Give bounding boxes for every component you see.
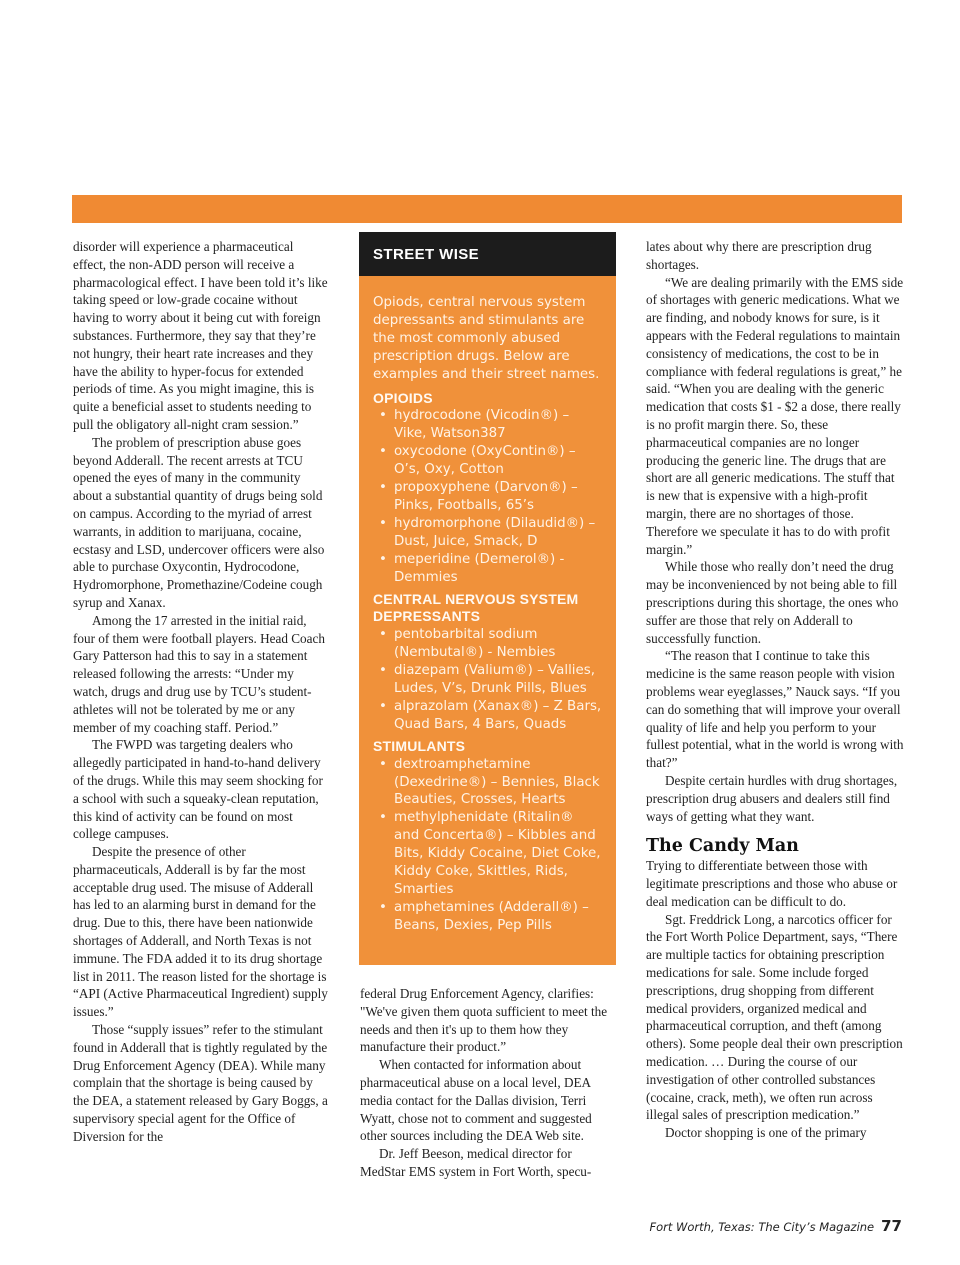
stimulants-list <box>373 756 602 935</box>
page-number: 77 <box>881 1217 902 1235</box>
paragraph: “The reason that I continue to take this medicine is the same reason people with vision problems wear eyeglasses,” Nauck says. “If you can do something that will improve your overall quality of life and help you perform to your fullest potential, what in the world is wrong with that?” <box>646 648 904 771</box>
paragraph: disorder will experience a pharmaceutical effect, the non-ADD person will receive a pharmacological effect. I have been told it’s like taking speed or low-grade cocaine without having to worry about it being cut with foreign substances. Furthermore, they say that they’re not hungry, their heart rate increases and they have the ability to hyper-focus for extended periods of time. As you might imagine, this is quite a beneficial asset to students needing to pull the obligatory all-night cram session.” <box>73 239 328 432</box>
list-item: • oxycodone (OxyContin®) – O’s, Oxy, Cotton <box>373 443 602 479</box>
paragraph: Despite certain hurdles with drug shortages, prescription drug abusers and dealers still find ways of getting what they want. <box>646 772 898 824</box>
magazine-name: Fort Worth, Texas: The City’s Magazine <box>649 1220 875 1234</box>
opioids-list <box>373 407 602 586</box>
sidebar-title: STREET WISE <box>373 245 480 263</box>
sidebar-body <box>359 276 616 935</box>
paragraph: The FWPD was targeting dealers who allegedly participated in hand-to-hand delivery of the drugs. While this may seem shocking for a school with such a squeaky-clean reputation, this kind of activity can be found on most college campuses. <box>73 737 323 842</box>
article-column-3 <box>646 238 906 1142</box>
page-footer <box>649 1217 902 1235</box>
paragraph: federal Drug Enforcement Agency, clarifies: "We've given them quota sufficient to meet the needs and then it's up to them how they manufacture their product.” <box>360 986 608 1055</box>
paragraph: Among the 17 arrested in the initial raid, four of them were football players. Head Coach Gary Patterson had this to say in a statement released following the arrests: “Under my watch, drugs and drug use by TCU’s student-athletes will not be tolerated by me or any member of my coaching staff. Period.” <box>73 612 325 735</box>
paragraph: Trying to differentiate between those with legitimate prescriptions and those who abuse or deal medication can be difficult to do. <box>646 858 898 909</box>
paragraph: While those who really don’t need the drug may be inconvenienced by not being able to fill prescriptions during this shortage, the ones who suffer are those that rely on Adderall to successfully function. <box>646 559 899 646</box>
sidebar-header <box>359 232 616 276</box>
list-item: • hydrocodone (Vicodin®) – Vike, Watson387 <box>373 407 602 443</box>
article-column-2 <box>360 985 616 1181</box>
paragraph: “We are dealing primarily with the EMS side of shortages with generic medications. What we are finding, and nobody knows for sure, is it appears with the Federal regulations to maintain consistency of medications, the cost to be in compliance with federal regulations is great,” he said. “When you are dealing with the generic medication that costs $1 - $2 a dose, there really is no profit margin there. So, these pharmaceutical companies are no longer producing the generic line. The drugs that are short are all generic medications. The stuff that is new that is expensive with a high-profit margin, there are no shortages of those. Therefore we speculate it has to do with profit margin.” <box>646 274 904 557</box>
paragraph: lates about why there are prescription drug shortages. <box>646 239 872 272</box>
category-stimulants: STIMULANTS <box>373 737 466 754</box>
list-item: • dextroamphetamine (Dexedrine®) – Bennies, Black Beauties, Crosses, Hearts <box>373 756 602 810</box>
section-heading: The Candy Man <box>646 836 799 857</box>
list-item: • pentobarbital sodium (Nembutal®) - Nembies <box>373 626 602 662</box>
category-opioids: OPIOIDS <box>373 389 433 406</box>
category-cns-depressants: CENTRAL NERVOUS SYSTEM DEPRESSANTS <box>373 590 579 625</box>
paragraph: Dr. Jeff Beeson, medical director for MedStar EMS system in Fort Worth, specu- <box>360 1146 592 1179</box>
list-item: • meperidine (Demerol®) - Demmies <box>373 551 602 587</box>
paragraph: Doctor shopping is one of the primary <box>665 1125 867 1141</box>
list-item: • amphetamines (Adderall®) – Beans, Dexies, Pep Pills <box>373 899 602 935</box>
list-item: • hydromorphone (Dilaudid®) – Dust, Juice, Smack, D <box>373 515 602 551</box>
paragraph: Sgt. Freddrick Long, a narcotics officer for the Fort Worth Police Department, says, “There are multiple tactics for obtaining prescription medications for sale. Some include forged prescriptions, drug shopping from different medical providers, organized medical and pharmaceutical corruption, and theft (among others). Some people deal their own prescription medication. … During the course of our investigation of other controlled substances (cocaine, crack, meth), we often run across illegal sales of prescription medication.” <box>646 911 903 1123</box>
street-wise-sidebar <box>359 232 616 965</box>
list-item: • diazepam (Valium®) – Vallies, Ludes, V’s, Drunk Pills, Blues <box>373 662 602 698</box>
paragraph: The problem of prescription abuse goes beyond Adderall. The recent arrests at TCU opened the eyes of many in the community about a substantial quantity of drugs being sold on campus. According to the myriad of arrest warrants, in addition to marijuana, cocaine, ecstasy and LSD, undercover officers were also able to purchase Oxycontin, Hydrocodone, Hydromorphone, Promethazine/Codeine cough syrup and Xanax. <box>73 434 325 610</box>
paragraph: Those “supply issues” refer to the stimulant found in Adderall that is tightly regulated by the Drug Enforcement Agency (DEA). While many complain that the shortage is being caused by the DEA, a statement released by Gary Boggs, a supervisory special agent for the Office of Diversion for the <box>73 1022 328 1144</box>
list-item: • alprazolam (Xanax®) – Z Bars, Quad Bars, 4 Bars, Quads <box>373 698 602 734</box>
article-column-1 <box>73 238 329 1146</box>
list-item: • methylphenidate (Ritalin® and Concerta®) – Kibbles and Bits, Kiddy Cocaine, Diet Coke, Kiddy Coke, Skittles, Rids, Smarties <box>373 809 602 899</box>
paragraph: When contacted for information about pharmaceutical abuse on a local level, DEA media contact for the Dallas division, Terri Wyatt, chose not to comment and suggested other sources including the DEA Web site. <box>360 1057 592 1144</box>
depressants-list <box>373 626 602 733</box>
orange-header-bar <box>72 195 902 223</box>
paragraph: Despite the presence of other pharmaceuticals, Adderall is by far the most acceptable drug used. The misuse of Adderall has led to an alarming burst in demand for the drug. Due to this, there have been nationwide shortages of Adderall, and North Texas is not immune. The FDA added it to its drug shortage list in 2011. The reason listed for the shortage is “API (Active Pharmaceutical Ingredient) supply issues.” <box>73 844 328 1020</box>
list-item: • propoxyphene (Darvon®) – Pinks, Footballs, 65’s <box>373 479 602 515</box>
sidebar-intro: Opiods, central nervous system depressants and stimulants are the most commonly abused prescription drugs. Below are examples and their street names. <box>373 295 600 382</box>
